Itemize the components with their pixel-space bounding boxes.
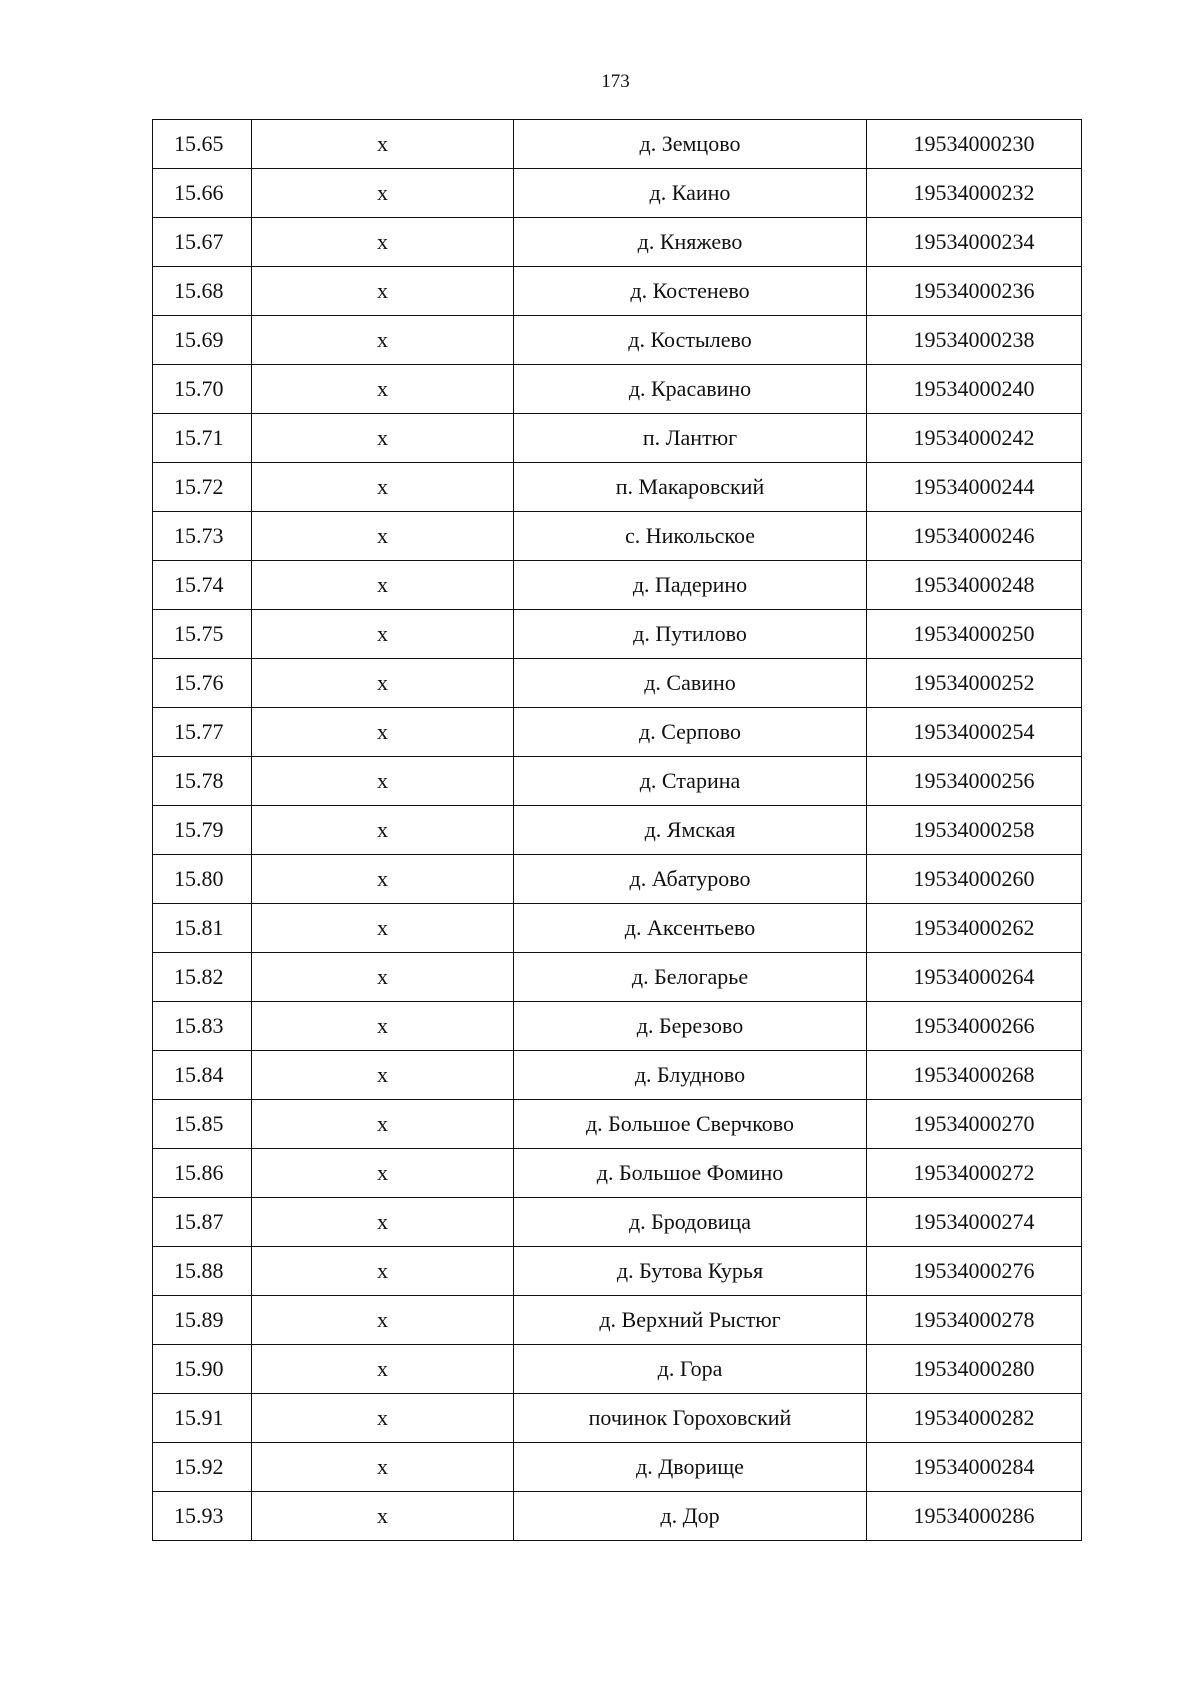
row-number-cell: 15.65 — [153, 120, 252, 169]
row-number-cell: 15.92 — [153, 1443, 252, 1492]
row-number-cell: 15.84 — [153, 1051, 252, 1100]
settlement-name-cell: д. Падерино — [514, 561, 867, 610]
table-row — [153, 659, 1082, 708]
settlement-code-cell: 19534000254 — [867, 708, 1082, 757]
row-number-cell: 15.78 — [153, 757, 252, 806]
settlement-code-cell: 19534000278 — [867, 1296, 1082, 1345]
row-mark-cell: x — [252, 463, 514, 512]
settlement-name-cell: с. Никольское — [514, 512, 867, 561]
row-mark-cell: x — [252, 1198, 514, 1247]
row-mark-cell: x — [252, 1002, 514, 1051]
table-row — [153, 463, 1082, 512]
settlement-name-cell: починок Гороховский — [514, 1394, 867, 1443]
table-row — [153, 316, 1082, 365]
settlement-code-cell: 19534000240 — [867, 365, 1082, 414]
settlement-name-cell: д. Серпово — [514, 708, 867, 757]
settlement-name-cell: д. Ямская — [514, 806, 867, 855]
table-row — [153, 1149, 1082, 1198]
settlement-code-cell: 19534000236 — [867, 267, 1082, 316]
settlement-name-cell: д. Дворище — [514, 1443, 867, 1492]
settlement-name-cell: д. Княжево — [514, 218, 867, 267]
table-row — [153, 855, 1082, 904]
row-number-cell: 15.76 — [153, 659, 252, 708]
settlement-code-cell: 19534000246 — [867, 512, 1082, 561]
row-mark-cell: x — [252, 1100, 514, 1149]
row-number-cell: 15.91 — [153, 1394, 252, 1443]
row-number-cell: 15.88 — [153, 1247, 252, 1296]
settlement-name-cell: д. Бутова Курья — [514, 1247, 867, 1296]
settlement-code-cell: 19534000286 — [867, 1492, 1082, 1541]
row-mark-cell: x — [252, 1443, 514, 1492]
row-mark-cell: x — [252, 512, 514, 561]
row-mark-cell: x — [252, 1051, 514, 1100]
settlement-name-cell: д. Дор — [514, 1492, 867, 1541]
settlement-code-cell: 19534000242 — [867, 414, 1082, 463]
settlement-code-cell: 19534000250 — [867, 610, 1082, 659]
table-row — [153, 1443, 1082, 1492]
row-mark-cell: x — [252, 1492, 514, 1541]
table-row — [153, 1247, 1082, 1296]
settlement-code-cell: 19534000280 — [867, 1345, 1082, 1394]
row-mark-cell: x — [252, 218, 514, 267]
table-row — [153, 953, 1082, 1002]
settlement-code-cell: 19534000260 — [867, 855, 1082, 904]
row-mark-cell: x — [252, 708, 514, 757]
row-number-cell: 15.77 — [153, 708, 252, 757]
row-number-cell: 15.79 — [153, 806, 252, 855]
row-mark-cell: x — [252, 904, 514, 953]
row-mark-cell: x — [252, 855, 514, 904]
row-number-cell: 15.70 — [153, 365, 252, 414]
row-number-cell: 15.69 — [153, 316, 252, 365]
settlement-name-cell: д. Каино — [514, 169, 867, 218]
settlement-name-cell: д. Верхний Рыстюг — [514, 1296, 867, 1345]
row-mark-cell: x — [252, 1247, 514, 1296]
table-row — [153, 1492, 1082, 1541]
row-mark-cell: x — [252, 169, 514, 218]
row-number-cell: 15.68 — [153, 267, 252, 316]
row-number-cell: 15.80 — [153, 855, 252, 904]
settlement-name-cell: п. Лантюг — [514, 414, 867, 463]
settlement-code-cell: 19534000264 — [867, 953, 1082, 1002]
settlement-code-cell: 19534000262 — [867, 904, 1082, 953]
row-number-cell: 15.66 — [153, 169, 252, 218]
row-mark-cell: x — [252, 414, 514, 463]
settlement-code-cell: 19534000252 — [867, 659, 1082, 708]
row-number-cell: 15.89 — [153, 1296, 252, 1345]
settlement-name-cell: д. Путилово — [514, 610, 867, 659]
row-mark-cell: x — [252, 1394, 514, 1443]
settlement-name-cell: д. Гора — [514, 1345, 867, 1394]
table-row — [153, 561, 1082, 610]
settlement-name-cell: д. Аксентьево — [514, 904, 867, 953]
table-row — [153, 414, 1082, 463]
settlement-code-cell: 19534000282 — [867, 1394, 1082, 1443]
table-row — [153, 512, 1082, 561]
settlement-code-cell: 19534000244 — [867, 463, 1082, 512]
settlement-name-cell: д. Березово — [514, 1002, 867, 1051]
row-mark-cell: x — [252, 806, 514, 855]
row-mark-cell: x — [252, 610, 514, 659]
table-body — [153, 120, 1082, 1541]
settlement-name-cell: д. Большое Фомино — [514, 1149, 867, 1198]
settlements-table — [152, 119, 1082, 1541]
settlement-code-cell: 19534000270 — [867, 1100, 1082, 1149]
row-number-cell: 15.74 — [153, 561, 252, 610]
settlement-code-cell: 19534000234 — [867, 218, 1082, 267]
settlement-name-cell: д. Бродовица — [514, 1198, 867, 1247]
row-number-cell: 15.67 — [153, 218, 252, 267]
table-row — [153, 806, 1082, 855]
table-row — [153, 610, 1082, 659]
settlement-name-cell: д. Красавино — [514, 365, 867, 414]
row-number-cell: 15.90 — [153, 1345, 252, 1394]
row-mark-cell: x — [252, 659, 514, 708]
settlement-code-cell: 19534000256 — [867, 757, 1082, 806]
table-row — [153, 169, 1082, 218]
settlement-name-cell: д. Белогарье — [514, 953, 867, 1002]
table-row — [153, 365, 1082, 414]
settlement-name-cell: д. Савино — [514, 659, 867, 708]
settlement-name-cell: д. Большое Сверчково — [514, 1100, 867, 1149]
row-mark-cell: x — [252, 316, 514, 365]
settlement-code-cell: 19534000272 — [867, 1149, 1082, 1198]
row-number-cell: 15.93 — [153, 1492, 252, 1541]
row-mark-cell: x — [252, 757, 514, 806]
row-number-cell: 15.86 — [153, 1149, 252, 1198]
row-mark-cell: x — [252, 1296, 514, 1345]
table-row — [153, 708, 1082, 757]
table-row — [153, 904, 1082, 953]
settlement-code-cell: 19534000232 — [867, 169, 1082, 218]
settlement-code-cell: 19534000274 — [867, 1198, 1082, 1247]
row-number-cell: 15.85 — [153, 1100, 252, 1149]
page-number: 173 — [601, 71, 630, 92]
row-number-cell: 15.82 — [153, 953, 252, 1002]
settlement-name-cell: д. Блудново — [514, 1051, 867, 1100]
table-row — [153, 267, 1082, 316]
row-number-cell: 15.81 — [153, 904, 252, 953]
settlement-code-cell: 19534000248 — [867, 561, 1082, 610]
settlement-name-cell: д. Костенево — [514, 267, 867, 316]
table-row — [153, 1394, 1082, 1443]
settlement-code-cell: 19534000266 — [867, 1002, 1082, 1051]
row-mark-cell: x — [252, 1149, 514, 1198]
settlement-code-cell: 19534000238 — [867, 316, 1082, 365]
row-number-cell: 15.87 — [153, 1198, 252, 1247]
settlement-name-cell: д. Старина — [514, 757, 867, 806]
row-mark-cell: x — [252, 267, 514, 316]
settlement-code-cell: 19534000230 — [867, 120, 1082, 169]
row-number-cell: 15.83 — [153, 1002, 252, 1051]
row-mark-cell: x — [252, 953, 514, 1002]
row-mark-cell: x — [252, 1345, 514, 1394]
table-row — [153, 1345, 1082, 1394]
table-row — [153, 1002, 1082, 1051]
settlement-name-cell: д. Абатурово — [514, 855, 867, 904]
settlement-name-cell: д. Земцово — [514, 120, 867, 169]
table-row — [153, 1100, 1082, 1149]
row-mark-cell: x — [252, 120, 514, 169]
table-row — [153, 1296, 1082, 1345]
settlement-name-cell: п. Макаровский — [514, 463, 867, 512]
table-row — [153, 1198, 1082, 1247]
table-row — [153, 218, 1082, 267]
row-number-cell: 15.72 — [153, 463, 252, 512]
settlement-code-cell: 19534000276 — [867, 1247, 1082, 1296]
settlement-code-cell: 19534000284 — [867, 1443, 1082, 1492]
settlement-code-cell: 19534000268 — [867, 1051, 1082, 1100]
settlement-name-cell: д. Костылево — [514, 316, 867, 365]
table-row — [153, 1051, 1082, 1100]
row-number-cell: 15.75 — [153, 610, 252, 659]
row-number-cell: 15.71 — [153, 414, 252, 463]
row-mark-cell: x — [252, 561, 514, 610]
table-row — [153, 757, 1082, 806]
row-mark-cell: x — [252, 365, 514, 414]
settlement-code-cell: 19534000258 — [867, 806, 1082, 855]
table-row — [153, 120, 1082, 169]
row-number-cell: 15.73 — [153, 512, 252, 561]
